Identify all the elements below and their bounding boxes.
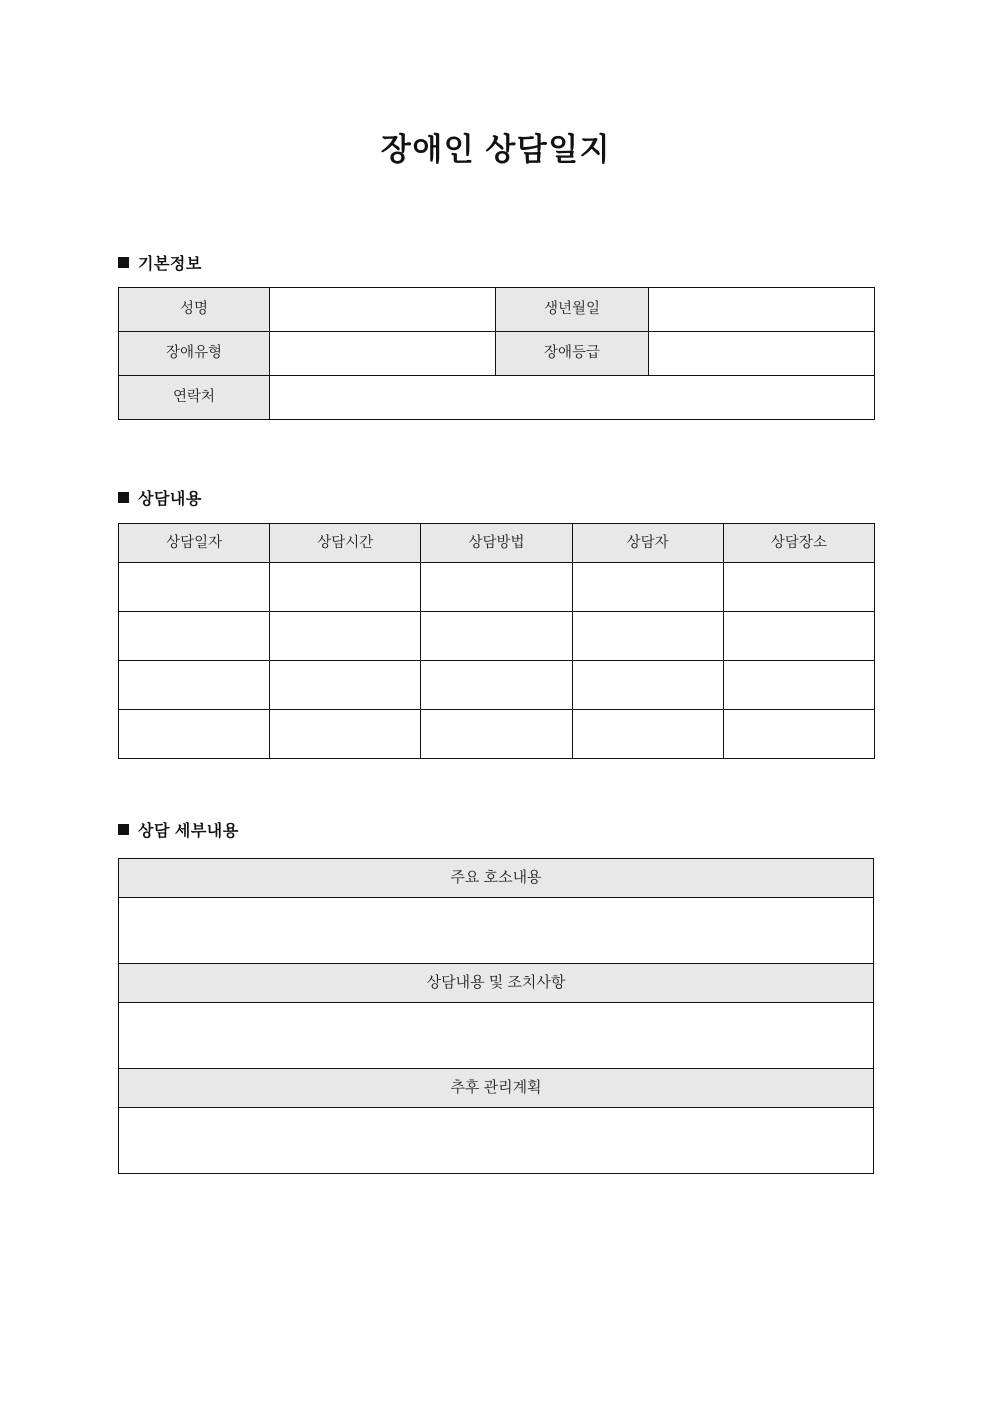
band-header-main-complaint: 주요 호소내용 bbox=[119, 859, 874, 898]
table-row bbox=[119, 332, 875, 376]
table-row bbox=[119, 1108, 874, 1174]
column-header-counsel-time: 상담시간 bbox=[270, 524, 421, 563]
counseling-content-table bbox=[118, 523, 875, 759]
cell-counsel-method[interactable] bbox=[421, 661, 572, 710]
cell-counsel-time[interactable] bbox=[270, 563, 421, 612]
section-heading-counseling-detail-label: 상담 세부내용 bbox=[138, 823, 239, 840]
square-bullet-icon bbox=[118, 824, 129, 835]
table-row bbox=[119, 710, 875, 759]
cell-counselor[interactable] bbox=[572, 710, 723, 759]
cell-counsel-date[interactable] bbox=[119, 612, 270, 661]
cell-counselor[interactable] bbox=[572, 563, 723, 612]
table-row bbox=[119, 1003, 874, 1069]
basic-info-table bbox=[118, 287, 875, 420]
table-row bbox=[119, 898, 874, 964]
field-label-contact: 연락처 bbox=[119, 376, 270, 420]
table-header-row bbox=[119, 964, 874, 1003]
cell-counsel-place[interactable] bbox=[723, 661, 874, 710]
field-label-name: 성명 bbox=[119, 288, 270, 332]
cell-counsel-date[interactable] bbox=[119, 661, 270, 710]
table-row bbox=[119, 661, 875, 710]
table-header-row bbox=[119, 859, 874, 898]
band-header-counseling-and-actions: 상담내용 및 조치사항 bbox=[119, 964, 874, 1003]
section-heading-basic-info bbox=[118, 251, 202, 274]
cell-counsel-method[interactable] bbox=[421, 612, 572, 661]
textarea-main-complaint[interactable] bbox=[119, 898, 874, 964]
field-value-disability-type[interactable] bbox=[270, 332, 496, 376]
section-heading-counseling-detail bbox=[118, 818, 239, 841]
counseling-detail-table bbox=[118, 858, 874, 1174]
cell-counsel-date[interactable] bbox=[119, 710, 270, 759]
cell-counsel-time[interactable] bbox=[270, 661, 421, 710]
column-header-counsel-method: 상담방법 bbox=[421, 524, 572, 563]
column-header-counsel-place: 상담장소 bbox=[723, 524, 874, 563]
table-row bbox=[119, 376, 875, 420]
table-header-row bbox=[119, 524, 875, 563]
page-title: 장애인 상담일지 bbox=[380, 132, 612, 167]
cell-counsel-date[interactable] bbox=[119, 563, 270, 612]
square-bullet-icon bbox=[118, 492, 129, 503]
field-label-disability-grade: 장애등급 bbox=[496, 332, 649, 376]
textarea-followup-plan[interactable] bbox=[119, 1108, 874, 1174]
cell-counsel-place[interactable] bbox=[723, 563, 874, 612]
column-header-counsel-date: 상담일자 bbox=[119, 524, 270, 563]
field-value-birthdate[interactable] bbox=[649, 288, 875, 332]
cell-counsel-place[interactable] bbox=[723, 612, 874, 661]
cell-counsel-place[interactable] bbox=[723, 710, 874, 759]
table-row bbox=[119, 288, 875, 332]
cell-counsel-time[interactable] bbox=[270, 710, 421, 759]
band-header-followup-plan: 추후 관리계획 bbox=[119, 1069, 874, 1108]
table-row bbox=[119, 612, 875, 661]
section-heading-counseling-content-label: 상담내용 bbox=[138, 491, 202, 508]
square-bullet-icon bbox=[118, 257, 129, 268]
cell-counsel-method[interactable] bbox=[421, 710, 572, 759]
field-value-disability-grade[interactable] bbox=[649, 332, 875, 376]
textarea-counseling-and-actions[interactable] bbox=[119, 1003, 874, 1069]
table-header-row bbox=[119, 1069, 874, 1108]
cell-counsel-method[interactable] bbox=[421, 563, 572, 612]
field-label-disability-type: 장애유형 bbox=[119, 332, 270, 376]
table-row bbox=[119, 563, 875, 612]
field-label-birthdate: 생년월일 bbox=[496, 288, 649, 332]
column-header-counselor: 상담자 bbox=[572, 524, 723, 563]
cell-counselor[interactable] bbox=[572, 661, 723, 710]
cell-counselor[interactable] bbox=[572, 612, 723, 661]
field-value-name[interactable] bbox=[270, 288, 496, 332]
section-heading-counseling-content bbox=[118, 486, 202, 509]
section-heading-basic-info-label: 기본정보 bbox=[138, 256, 202, 273]
field-value-contact[interactable] bbox=[270, 376, 875, 420]
cell-counsel-time[interactable] bbox=[270, 612, 421, 661]
